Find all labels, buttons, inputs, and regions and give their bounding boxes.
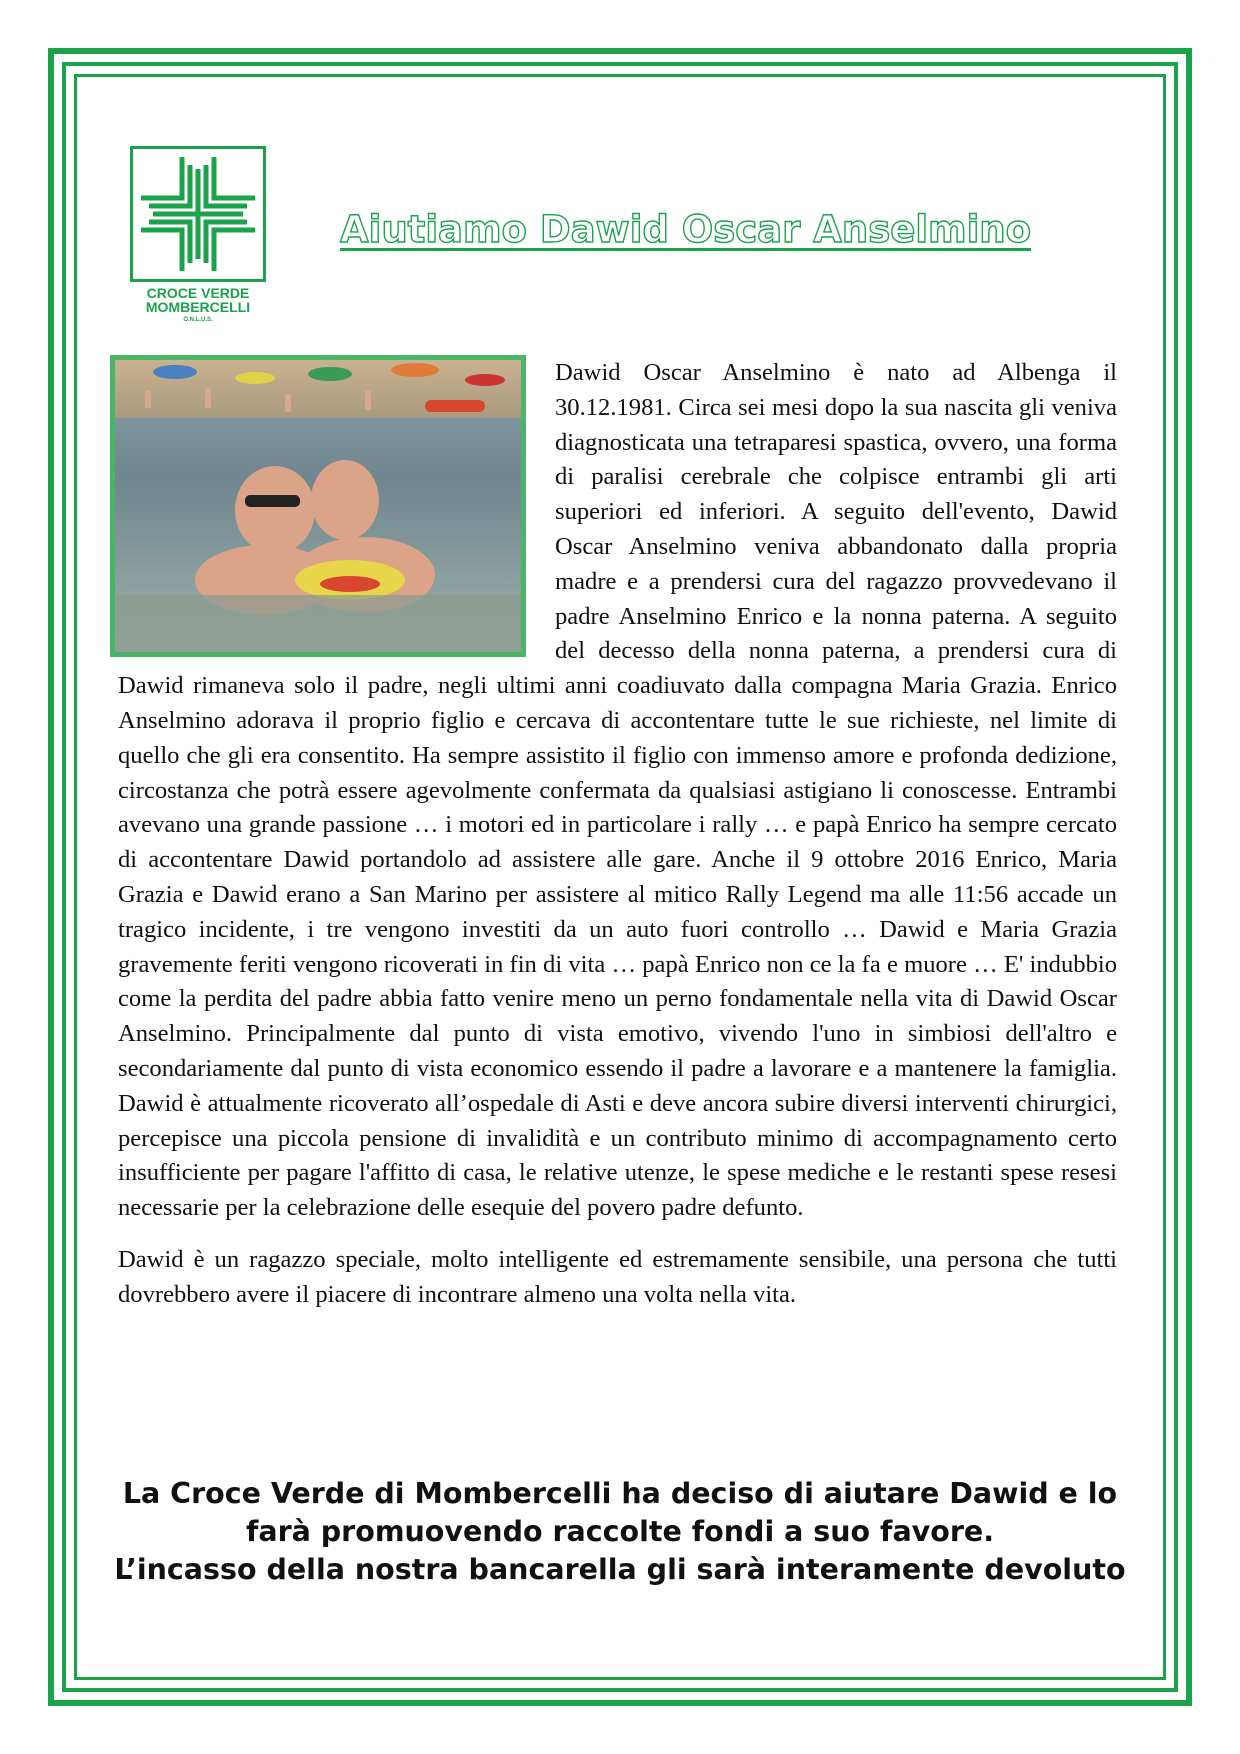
footer-announcement (100, 1475, 1140, 1589)
logo-text-line2: MOMBERCELLI (145, 299, 251, 315)
logo-frame (130, 146, 266, 282)
logo-text-line3: O.N.L.U.S. (183, 317, 213, 323)
logo-text-line1: CROCE VERDE (146, 285, 250, 301)
footer-line-1: La Croce Verde di Mombercelli ha deciso di aiutare Dawid e lo (122, 1477, 1118, 1510)
footer-line-2: farà promuovendo raccolte fondi a suo favore. (245, 1515, 995, 1548)
article-body (118, 356, 1117, 1313)
article-paragraph-2: Dawid è un ragazzo speciale, molto intelligente ed estremamente sensibile, una persona che tutti dovrebbero avere il piacere di incontrare almeno una volta nella vita. (118, 1245, 1117, 1308)
photo-wrap-spacer (118, 356, 555, 656)
page-title: Aiutiamo Dawid Oscar Anselmino (340, 208, 1032, 251)
croce-verde-logo (130, 146, 266, 323)
article-paragraph-1: Dawid Oscar Anselmino è nato ad Albenga il 30.12.1981. Circa sei mesi dopo la sua nascita gli veniva diagnosticata una tetraparesi spastica, ovvero, una forma di paralisi cerebrale che colpisce entrambi gli arti superiori ed inferiori. A seguito dell'evento, Dawid Oscar Anselmino veniva abbandonato dalla propria madre e a prendersi cura del ragazzo provvedevano il padre Anselmino Enrico e la nonna paterna. A seguito del decesso della nonna paterna, a prendersi cura di Dawid rimaneva solo il padre, negli ultimi anni coadiuvato dalla compagna Maria Grazia. Enrico Anselmino adorava il proprio figlio e cercava di accontentare tutte le sue richieste, nel limite di quello che gli era consentito. Ha sempre assistito il figlio con immenso amore e profonda dedizione, circostanza che potrà essere agevolmente confermata da qualsiasi astigiano li conoscesse. Entrambi avevano una grande passione … i motori ed in particolare i rally … e papà Enrico ha sempre cercato di accontentare Dawid portandolo ad assistere alle gare. Anche il 9 ottobre 2016 Enrico, Maria Grazia e Dawid erano a San Marino per assistere al mitico Rally Legend ma alle 11:56 accade un tragico incidente, i tre vengono investiti da un auto fuori controllo … Dawid e Maria Grazia gravemente feriti vengono ricoverati in fin di vita … papà Enrico non ce la fa e muore … E' indubbio come la perdita del padre abbia fatto venire meno un perno fondamentale nella vita di Dawid Oscar Anselmino. Principalmente dal punto di vista emotivo, vivendo l'uno in simbiosi dell'altro e secondariamente dal punto di vista economico essendo il padre a lavorare e a mantenere la famiglia. Dawid è attualmente ricoverato all’ospedale di Asti e deve ancora subire diversi interventi chirurgici, percepisce una piccola pensione di invalidità e un contributo minimo di accompagnamento certo insufficiente per pagare l'affitto di casa, le relative utenze, le spese mediche e le restanti spese resesi necessarie per la celebrazione delle esequie del povero padre defunto. (118, 359, 1117, 1222)
footer-line-3: L’incasso della nostra bancarella gli sarà interamente devoluto (114, 1553, 1126, 1586)
green-cross-icon (133, 149, 263, 279)
